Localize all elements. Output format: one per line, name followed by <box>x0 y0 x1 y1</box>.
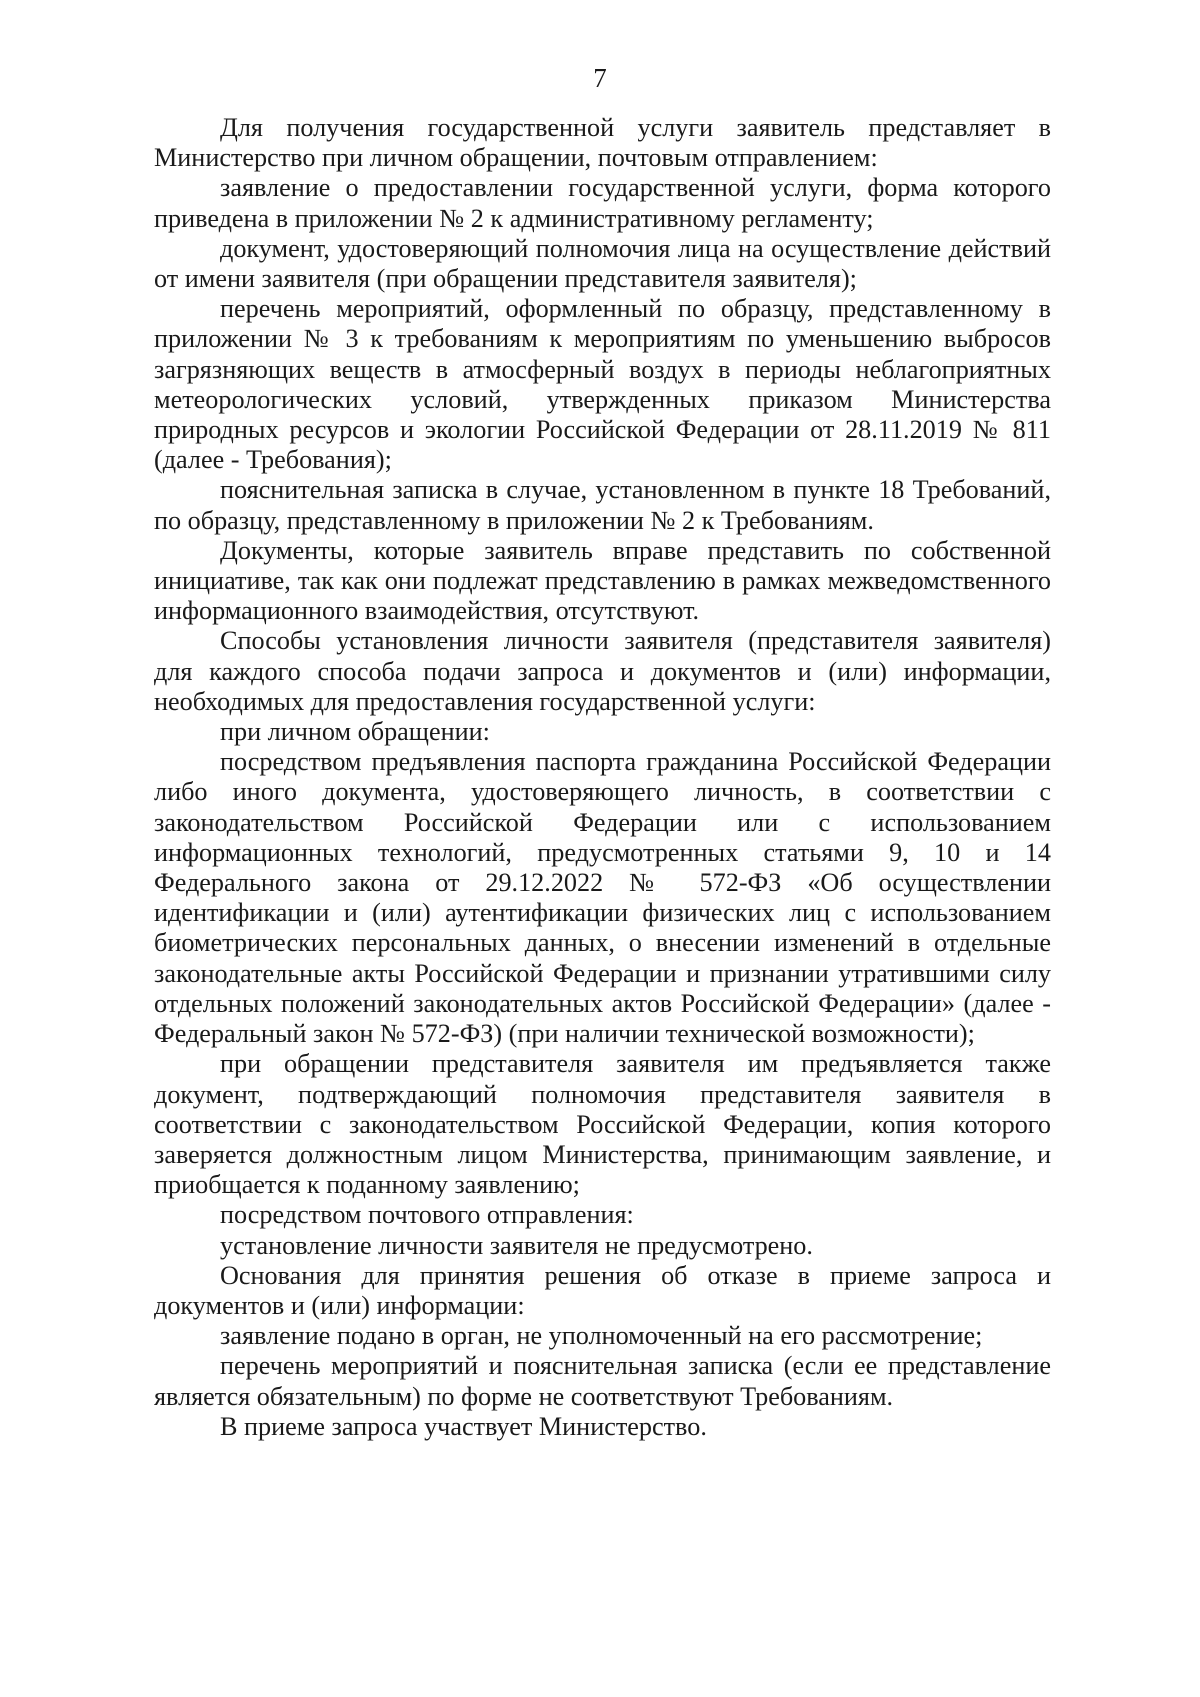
page-number: 7 <box>593 63 607 93</box>
paragraph: перечень мероприятий, оформленный по образцу, представленному в приложении № 3 к требованиям к мероприятиям по уменьшению выбросов загрязняющих веществ в атмосферный воздух в периоды неблагоприятных метеорологических условий, утвержденных приказом Министерства природных ресурсов и экологии Российской Федерации от 28.11.2019 № 811 (далее - Требования); <box>154 294 1051 475</box>
paragraph: документ, удостоверяющий полномочия лица на осуществление действий от имени заявителя (при обращении представителя заявителя); <box>154 233 1051 294</box>
paragraph: при личном обращении: <box>220 717 490 747</box>
paragraph: Способы установления личности заявителя (представителя заявителя) для каждого способа подачи запроса и документов и (или) информации, необходимых для предоставления государственной услуги: <box>154 626 1051 716</box>
paragraph: В приеме запроса участвует Министерство. <box>220 1411 707 1441</box>
paragraph: Основания для принятия решения об отказе в приеме запроса и документов и (или) информации: <box>154 1260 1051 1320</box>
paragraph: посредством предъявления паспорта гражданина Российской Федерации либо иного документа, удостоверяющего личность, в соответствии с законодательством Российской Федерации или с использованием информационных технологий, предусмотренных статьями 9, 10 и 14 Федерального закона от 29.12.2022 № 572-ФЗ «Об осуществлении идентификации и (или) аутентификации физических лиц с использованием биометрических персональных данных, о внесении изменений в отдельные законодательные акты Российской Федерации и признании утратившими силу отдельных положений законодательных актов Российской Федерации» (далее - Федеральный закон № 572-ФЗ) (при наличии технической возможности); <box>154 747 1051 1049</box>
paragraph: при обращении представителя заявителя им предъявляется также документ, подтверждающий полномочия представителя заявителя в соответствии с законодательством Российской Федерации, копия которого заверяется должностным лицом Министерства, принимающим заявление, и приобщается к поданному заявлению; <box>154 1049 1051 1200</box>
paragraph: пояснительная записка в случае, установленном в пункте 18 Требований, по образцу, представленному в приложении № 2 к Требованиям. <box>154 475 1051 535</box>
document-body <box>154 113 1051 1442</box>
paragraph: заявление подано в орган, не уполномоченный на его рассмотрение; <box>220 1321 983 1351</box>
paragraph: перечень мероприятий и пояснительная записка (если ее представление является обязательным) по форме не соответствуют Требованиям. <box>154 1351 1051 1411</box>
paragraph: Для получения государственной услуги заявитель представляет в Министерство при личном обращении, почтовым отправлением: <box>154 113 1051 173</box>
paragraph: Документы, которые заявитель вправе представить по собственной инициативе, так как они подлежат представлению в рамках межведомственного информационного взаимодействия, отсутствуют. <box>154 535 1051 626</box>
paragraph: установление личности заявителя не предусмотрено. <box>220 1230 813 1260</box>
paragraph: посредством почтового отправления: <box>220 1200 634 1230</box>
paragraph: заявление о предоставлении государственной услуги, форма которого приведена в приложении № 2 к административному регламенту; <box>154 173 1051 233</box>
